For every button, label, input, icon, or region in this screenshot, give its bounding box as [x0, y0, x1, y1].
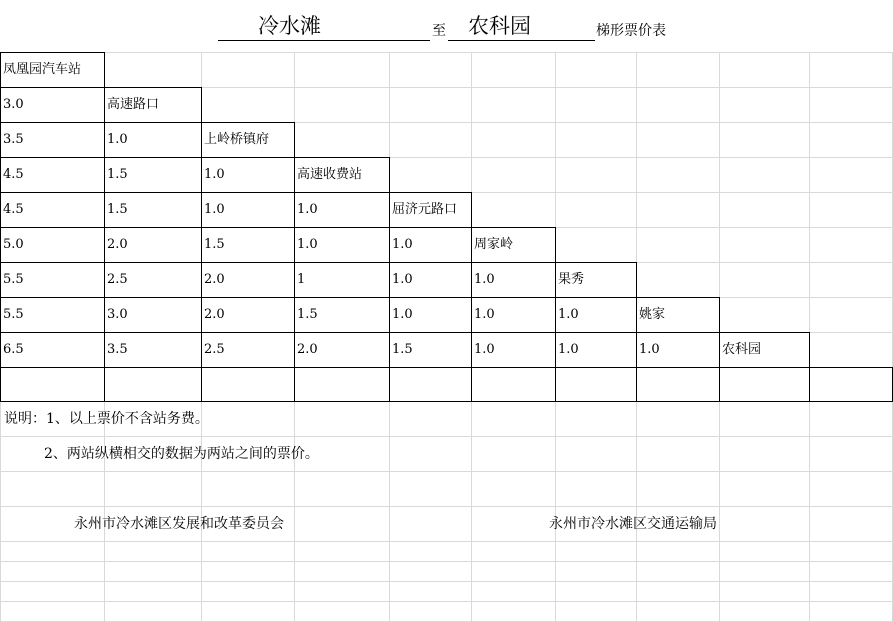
table-border: [555, 227, 556, 263]
fare-cell: 1.0: [474, 272, 495, 287]
gridline-horizontal: [0, 436, 893, 437]
fare-cell: 1.0: [204, 202, 225, 217]
table-border: [0, 367, 1, 402]
table-border: [719, 332, 720, 368]
gridline-horizontal: [0, 471, 893, 472]
table-border: [104, 262, 105, 298]
table-border: [719, 297, 720, 333]
fare-cell: 1.0: [474, 342, 495, 357]
table-border: [0, 227, 1, 263]
table-border: [201, 332, 202, 368]
table-border: [104, 52, 105, 88]
fare-cell: 1.0: [558, 307, 579, 322]
fare-cell: 2.0: [204, 307, 225, 322]
table-border: [389, 157, 390, 193]
fare-cell: 1.5: [107, 167, 128, 182]
fare-cell: 1.0: [204, 167, 225, 182]
table-border: [471, 192, 472, 228]
fare-cell: 1.0: [392, 307, 413, 322]
gridline-horizontal: [0, 541, 893, 542]
table-border: [104, 157, 105, 193]
table-border: [0, 192, 1, 228]
fare-cell: 2.5: [204, 342, 225, 357]
table-border: [104, 87, 105, 123]
title-underline-from: [218, 40, 430, 41]
table-border: [555, 332, 556, 368]
fare-cell: 1.5: [297, 307, 318, 322]
table-border: [294, 367, 295, 402]
table-border: [389, 262, 390, 298]
fare-cell: 4.5: [3, 167, 24, 182]
table-border: [0, 332, 810, 333]
table-border: [0, 157, 1, 193]
fare-cell: 5.0: [3, 237, 24, 252]
table-border: [201, 122, 202, 158]
station-name-cell: 屈济元路口: [392, 202, 458, 217]
table-border: [471, 297, 472, 333]
table-border: [0, 262, 637, 263]
table-border: [389, 367, 390, 402]
fare-cell: 1.0: [558, 342, 579, 357]
station-name-cell: 凤凰园汽车站: [3, 62, 82, 77]
table-border: [0, 297, 1, 333]
table-border: [471, 227, 472, 263]
table-border: [471, 262, 472, 298]
fare-cell: 3.0: [107, 307, 128, 322]
gridline-horizontal: [0, 561, 893, 562]
fare-cell: 2.0: [204, 272, 225, 287]
table-border: [201, 87, 202, 123]
station-name-cell: 高速路口: [107, 97, 160, 112]
table-border: [0, 192, 472, 193]
table-border: [294, 332, 295, 368]
table-border: [0, 87, 1, 123]
table-border: [636, 367, 637, 402]
fare-cell: 2.0: [297, 342, 318, 357]
table-border: [0, 332, 1, 368]
signature-right: 永州市冷水滩区交通运输局: [549, 516, 717, 532]
fare-cell: 3.5: [3, 132, 24, 147]
table-border: [809, 332, 810, 368]
table-border: [201, 192, 202, 228]
table-title: [0, 8, 893, 42]
table-border: [555, 262, 556, 298]
fare-cell: 1.0: [474, 307, 495, 322]
fare-cell: 1.5: [107, 202, 128, 217]
table-border: [636, 297, 637, 333]
note-line-2: 2、两站纵横相交的数据为两站之间的票价。: [44, 446, 319, 462]
table-border: [0, 122, 1, 158]
station-name-cell: 高速收费站: [297, 167, 363, 182]
table-border: [201, 262, 202, 298]
fare-cell: 1.0: [392, 237, 413, 252]
table-border: [104, 122, 105, 158]
table-border: [201, 157, 202, 193]
table-border: [294, 192, 295, 228]
fare-cell: 1.5: [392, 342, 413, 357]
station-name-cell: 农科园: [722, 342, 762, 357]
fare-cell: 1.0: [107, 132, 128, 147]
table-border: [201, 297, 202, 333]
title-underline-to: [448, 40, 595, 41]
station-name-cell: 周家岭: [474, 237, 514, 252]
table-border: [294, 227, 295, 263]
table-border: [389, 192, 390, 228]
table-border: [0, 297, 720, 298]
table-border: [104, 332, 105, 368]
table-border: [294, 262, 295, 298]
fare-cell: 3.5: [107, 342, 128, 357]
fare-cell: 4.5: [3, 202, 24, 217]
table-border: [555, 367, 556, 402]
table-border: [0, 52, 105, 53]
fare-cell: 6.5: [3, 342, 24, 357]
table-border: [201, 367, 202, 402]
fare-cell: 1.0: [297, 202, 318, 217]
note-line-1: 说明：1、以上票价不含站务费。: [4, 411, 209, 427]
fare-cell: 1: [297, 272, 306, 287]
fare-cell: 1.0: [639, 342, 660, 357]
table-border: [809, 367, 810, 402]
fare-cell: 2.0: [107, 237, 128, 252]
fare-cell: 2.5: [107, 272, 128, 287]
table-border: [0, 401, 893, 402]
fare-cell: 5.5: [3, 307, 24, 322]
gridline-horizontal: [0, 506, 893, 507]
table-border: [471, 367, 472, 402]
gridline-horizontal: [0, 601, 893, 602]
table-border: [104, 367, 105, 402]
table-border: [104, 192, 105, 228]
title-connector: 至: [432, 23, 446, 39]
title-suffix: 梯形票价表: [596, 23, 666, 39]
table-border: [0, 122, 295, 123]
table-border: [471, 332, 472, 368]
table-border: [294, 157, 295, 193]
table-border: [294, 297, 295, 333]
table-border: [0, 87, 202, 88]
gridline-horizontal: [0, 52, 893, 53]
table-border: [389, 297, 390, 333]
table-border: [0, 52, 1, 88]
table-border: [0, 367, 893, 368]
gridline-horizontal: [0, 581, 893, 582]
table-border: [636, 262, 637, 298]
table-border: [555, 297, 556, 333]
fare-cell: 1.0: [392, 272, 413, 287]
title-from-station: 冷水滩: [258, 14, 321, 38]
table-border: [0, 262, 1, 298]
fare-cell: 1.5: [204, 237, 225, 252]
station-name-cell: 上岭桥镇府: [204, 132, 270, 147]
station-name-cell: 果秀: [558, 272, 585, 287]
station-name-cell: 姚家: [639, 307, 666, 322]
table-border: [719, 367, 720, 402]
title-to-station: 农科园: [468, 14, 531, 38]
table-border: [389, 227, 390, 263]
fare-cell: 5.5: [3, 272, 24, 287]
fare-cell: 3.0: [3, 97, 24, 112]
table-border: [636, 332, 637, 368]
table-border: [0, 227, 556, 228]
table-border: [104, 227, 105, 263]
signature-left: 永州市冷水滩区发展和改革委员会: [74, 516, 284, 532]
table-border: [0, 157, 390, 158]
table-border: [294, 122, 295, 158]
fare-cell: 1.0: [297, 237, 318, 252]
table-border: [201, 227, 202, 263]
table-border: [104, 297, 105, 333]
table-border: [389, 332, 390, 368]
